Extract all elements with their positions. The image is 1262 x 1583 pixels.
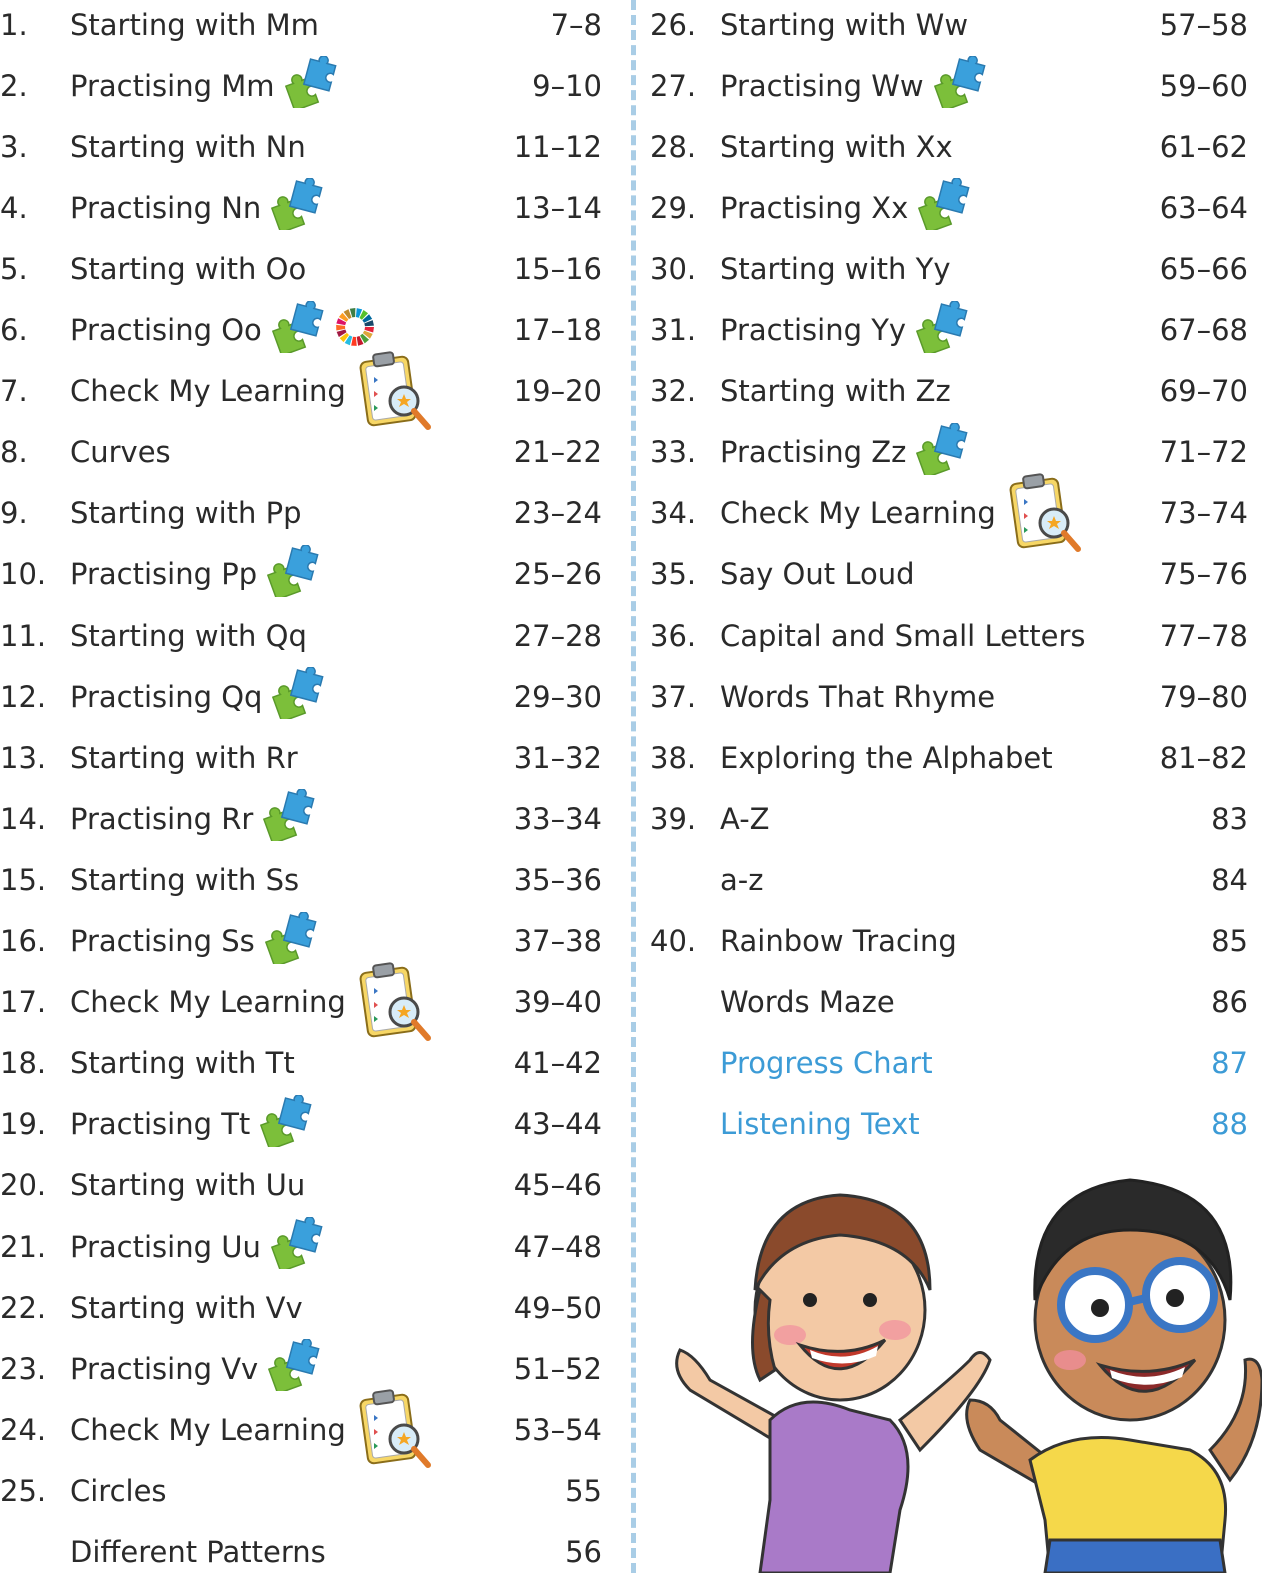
entry-title-text: Starting with Qq [70,618,307,653]
entry-title [70,496,302,530]
toc-entry [650,727,1248,788]
entry-pages: 11–12 [513,129,602,164]
toc-entry [650,55,1248,116]
entry-title-text: Practising Ss [70,924,255,958]
entry-number: 2. [0,68,28,103]
entry-number: 31. [650,313,697,347]
entry-title [70,619,307,653]
entry-number: 19. [0,1107,47,1142]
toc-entry [0,1277,602,1338]
toc-entry [0,727,602,788]
entry-title-text: Circles [70,1473,167,1508]
entry-number: 8. [0,435,28,470]
entry-pages: 51–52 [513,1351,602,1386]
entry-pages: 86 [1211,985,1248,1020]
entry-title [70,252,306,286]
entry-title [70,789,315,848]
entry-title [720,619,1086,653]
toc-entry[interactable] [650,1033,1248,1094]
entry-title-text: Starting with Mm [70,7,319,42]
puzzle-icon [260,1095,312,1154]
entry-number: 36. [650,618,697,653]
entry-number: 22. [0,1290,47,1325]
entry-number: 34. [650,496,697,531]
entry-title [70,1168,305,1202]
entry-pages: 19–20 [513,374,602,409]
entry-number: 23. [0,1351,47,1386]
entry-title [720,374,951,408]
entry-pages: 35–36 [513,862,602,897]
entry-number: 29. [650,190,697,225]
toc-entry [0,1522,602,1583]
entry-number: 16. [0,924,47,958]
entry-pages: 15–16 [513,251,602,286]
entry-number: 25. [0,1473,47,1508]
entry-pages: 33–34 [513,801,602,836]
entry-pages: 71–72 [1159,435,1248,470]
entry-title [70,667,324,726]
entry-title [720,178,970,237]
toc-entry [0,1033,602,1094]
entry-pages: 75–76 [1159,557,1248,592]
toc-entry [0,788,602,849]
entry-title-text: Practising Uu [70,1229,261,1264]
toc-entry [0,1399,602,1460]
entry-number: 10. [0,557,47,592]
entry-pages: 23–24 [513,496,602,531]
entry-title-text: Starting with Nn [70,129,306,164]
toc-entry [0,1460,602,1521]
entry-pages: 31–32 [513,740,602,775]
entry-number: 3. [0,129,28,164]
entry-title-text: Words That Rhyme [720,679,996,714]
entry-number: 5. [0,251,28,286]
toc-entry [0,116,602,177]
entry-title-text: Practising Oo [70,313,262,347]
toc-entry [650,849,1248,910]
entry-title [720,741,1053,775]
toc-entry [650,605,1248,666]
entry-title [70,1217,323,1276]
puzzle-icon [272,667,324,726]
entry-title [70,1535,326,1569]
entry-pages: 43–44 [513,1107,602,1142]
entry-number: 32. [650,374,697,409]
entry-title-text: Practising Rr [70,801,254,836]
entry-title [70,8,319,42]
entry-pages: 45–46 [513,1168,602,1203]
entry-title [70,545,319,604]
entry-number: 20. [0,1168,47,1203]
toc-entry [650,238,1248,299]
entry-pages: 77–78 [1159,618,1248,653]
entry-title-text: a-z [720,862,764,897]
toc-entry [650,116,1248,177]
entry-title-text: Listening Text [720,1107,920,1142]
toc-entry [0,0,602,55]
entry-pages: 84 [1211,862,1248,897]
column-divider [631,0,636,1573]
entry-title [70,56,337,115]
entry-pages: 67–68 [1159,313,1248,347]
toc-entry [650,666,1248,727]
entry-number: 13. [0,740,47,775]
entry-number: 14. [0,801,47,836]
entry-number: 11. [0,618,47,653]
entry-title-text: A-Z [720,801,770,836]
entry-title [720,252,951,286]
entry-title-text: Starting with Vv [70,1290,303,1325]
entry-title [720,924,957,958]
toc-entry [0,1155,602,1216]
entry-number: 27. [650,68,697,103]
girl-illustration [677,1195,990,1573]
entry-pages: 17–18 [513,313,602,347]
entry-number: 37. [650,679,697,714]
puzzle-icon [285,56,337,115]
toc-entry [0,1094,602,1155]
entry-title-text: Rainbow Tracing [720,924,957,958]
entry-pages: 63–64 [1159,190,1248,225]
puzzle-icon [271,1217,323,1276]
toc-entry [0,972,602,1033]
entry-pages: 57–58 [1159,7,1248,42]
toc-entry [0,361,602,422]
entry-pages: 59–60 [1159,68,1248,103]
entry-number: 12. [0,679,47,714]
entry-title-text: Starting with Oo [70,251,307,286]
toc-entry [650,911,1248,972]
entry-number: 1. [0,7,28,42]
entry-number: 18. [0,1046,47,1081]
toc-entry [0,666,602,727]
entry-number: 24. [0,1412,47,1447]
entry-number: 28. [650,129,697,164]
entry-number: 33. [650,435,697,470]
entry-title-text: Progress Chart [720,1046,933,1081]
entry-title [70,1474,167,1508]
entry-title [720,8,968,42]
entry-title [70,1095,312,1154]
entry-title-text: Starting with Xx [720,129,953,164]
entry-title-text: Practising Vv [70,1351,259,1386]
entry-pages: 25–26 [513,557,602,592]
entry-pages: 37–38 [513,924,602,958]
entry-title-text: Check My Learning [70,374,346,409]
entry-title-text: Words Maze [720,985,895,1020]
entry-title-text: Exploring the Alphabet [720,740,1053,775]
entry-pages: 27–28 [513,618,602,653]
toc-entry [650,483,1248,544]
entry-pages: 88 [1211,1107,1248,1142]
entry-pages: 47–48 [513,1229,602,1264]
puzzle-icon [934,56,986,115]
entry-title [720,130,953,164]
puzzle-icon [916,301,968,360]
toc-entry [650,788,1248,849]
entry-title [720,985,895,1019]
entry-title [70,1291,303,1325]
entry-pages: 7–8 [550,7,602,42]
puzzle-icon [271,178,323,237]
puzzle-icon [918,178,970,237]
entry-number: 6. [0,313,28,347]
entry-pages: 79–80 [1159,679,1248,714]
entry-title-text: Starting with Ww [720,7,969,42]
entry-number: 39. [650,801,697,836]
toc-entry [0,177,602,238]
entry-title [720,680,995,714]
entry-title-text: Practising Yy [720,313,907,347]
entry-title-text: Say Out Loud [720,557,915,592]
toc-entry [0,422,602,483]
entry-title [70,1046,295,1080]
entry-pages: 87 [1211,1046,1248,1081]
entry-number: 26. [650,7,697,42]
entry-number: 15. [0,862,47,897]
entry-title-text: Starting with Pp [70,496,302,531]
toc-entry [0,1216,602,1277]
entry-title [720,802,770,836]
entry-number: 4. [0,190,28,225]
entry-number: 38. [650,740,697,775]
entry-pages: 41–42 [513,1046,602,1081]
toc-entry [650,544,1248,605]
entry-pages: 21–22 [513,435,602,470]
toc-entry [650,177,1248,238]
toc-entry [650,361,1248,422]
entry-title-text: Check My Learning [70,1412,346,1447]
entry-title-text: Check My Learning [70,985,346,1020]
entry-pages: 83 [1211,801,1248,836]
children-illustration [650,1120,1262,1573]
entry-pages: 69–70 [1159,374,1248,409]
entry-title-text: Starting with Rr [70,740,298,775]
entry-title [720,863,763,897]
entry-title-text: Practising Qq [70,679,263,714]
puzzle-icon [263,789,315,848]
entry-pages: 53–54 [513,1412,602,1447]
entry-title-text: Practising Xx [720,190,909,225]
entry-title-text: Different Patterns [70,1535,326,1569]
entry-number: 7. [0,374,28,409]
entry-title-text: Starting with Zz [720,374,951,409]
toc-entry [0,605,602,666]
entry-pages: 49–50 [513,1290,602,1325]
toc-entry [0,544,602,605]
entry-pages: 13–14 [513,190,602,225]
toc-entry [0,483,602,544]
entry-number: 35. [650,557,697,592]
entry-title-text: Capital and Small Letters [720,618,1086,653]
entry-title [720,557,915,591]
entry-pages: 65–66 [1159,251,1248,286]
entry-title [70,741,298,775]
entry-pages: 29–30 [513,679,602,714]
entry-pages: 61–62 [1159,129,1248,164]
entry-title-text: Practising Ww [720,68,924,103]
entry-title-text: Practising Zz [720,435,907,470]
toc-entry [0,849,602,910]
entry-pages: 55 [565,1473,602,1508]
entry-title-text: Starting with Ss [70,862,300,897]
entry-title-text: Check My Learning [720,496,996,531]
entry-number: 9. [0,496,28,531]
entry-title-text: Starting with Tt [70,1046,295,1081]
toc-entry [0,55,602,116]
entry-title-text: Practising Tt [70,1107,251,1142]
entry-title-text: Starting with Uu [70,1168,306,1203]
toc-entry [0,238,602,299]
entry-pages: 56 [565,1535,602,1569]
entry-title-text: Practising Pp [70,557,258,592]
toc-entry [650,300,1248,361]
entry-title-text: Starting with Yy [720,251,951,286]
entry-title-text: Practising Nn [70,190,262,225]
entry-title-text: Curves [70,435,171,470]
entry-pages: 81–82 [1159,740,1248,775]
entry-title [70,863,299,897]
entry-pages: 9–10 [532,68,602,103]
entry-pages: 73–74 [1159,496,1248,531]
entry-title [70,435,171,469]
boy-illustration [967,1180,1262,1573]
puzzle-icon [267,545,319,604]
entry-number: 21. [0,1229,47,1264]
entry-pages: 39–40 [513,985,602,1020]
entry-number: 40. [650,924,697,958]
entry-number: 17. [0,985,47,1020]
toc-entry [650,972,1248,1033]
entry-title [720,301,968,360]
entry-number: 30. [650,251,697,286]
entry-title [70,130,306,164]
entry-title [720,56,986,115]
entry-title-text: Practising Mm [70,68,275,103]
entry-title[interactable] [720,1046,933,1080]
toc-entry [650,0,1248,55]
entry-pages: 85 [1211,924,1248,958]
entry-title [70,178,323,237]
